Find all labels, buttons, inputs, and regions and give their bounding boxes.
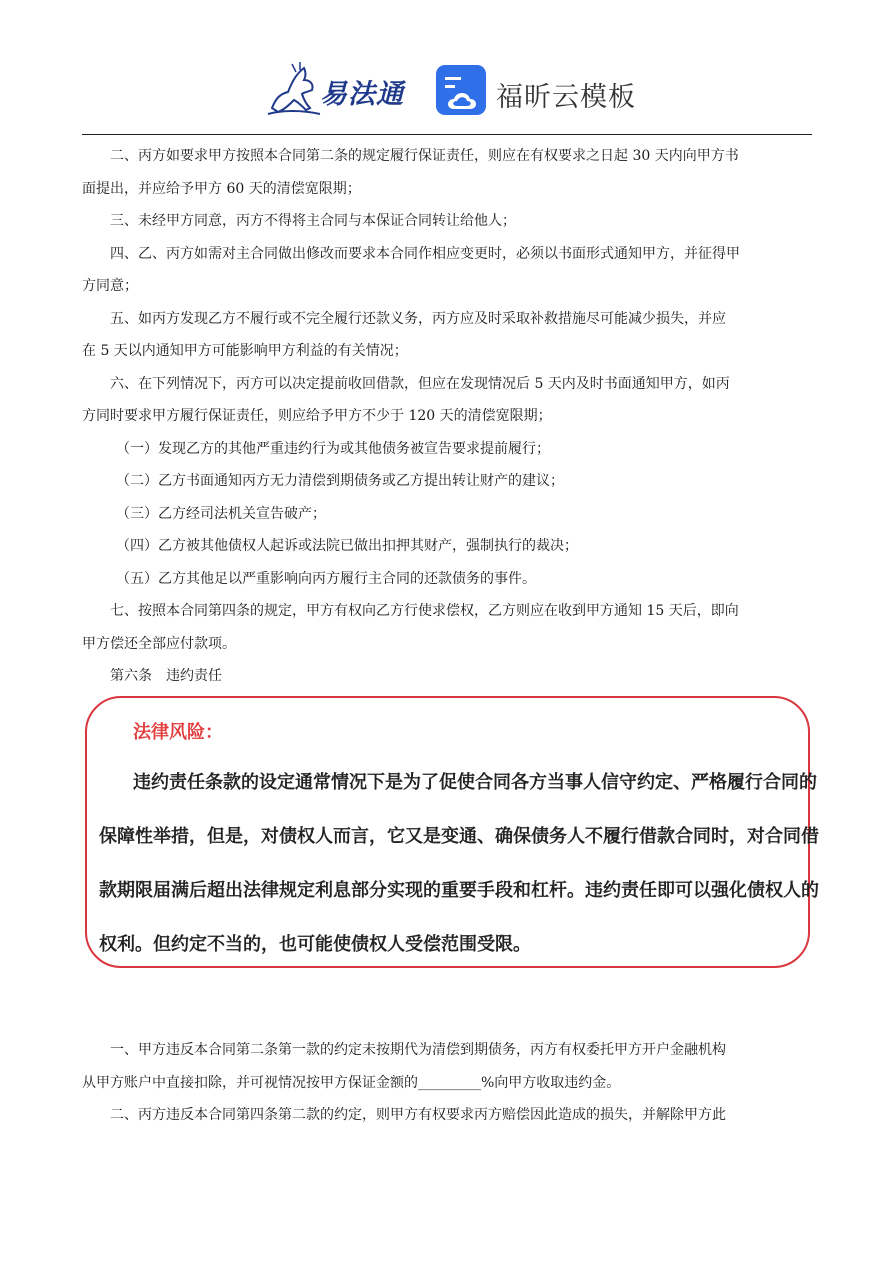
- paragraph: 二、丙方如要求甲方按照本合同第二条的规定履行保证责任，则应在有权要求之日起 30 天内向甲方书: [110, 148, 739, 164]
- logo2-text: 福昕云模板: [496, 82, 636, 113]
- paragraph: 一、甲方违反本合同第二条第一款的约定未按期代为清偿到期债务，丙方有权委托甲方开户金融机构: [110, 1042, 726, 1058]
- header-divider: [82, 134, 812, 135]
- page-header: [0, 60, 893, 122]
- legal-risk-text: [99, 756, 819, 972]
- horse-emblem-icon: [262, 60, 324, 120]
- paragraph: 四、乙、丙方如需对主合同做出修改而要求本合同作相应变更时，必须以书面形式通知甲方，并征得甲: [110, 245, 740, 262]
- paragraph: 六、在下列情况下，丙方可以决定提前收回借款，但应在发现情况后 5 天内及时书面通知甲方，如丙: [110, 375, 730, 392]
- list-item: （五）乙方其他足以严重影响向丙方履行主合同的还款债务的事件。: [116, 570, 536, 587]
- paragraph: 二、丙方违反本合同第四条第二款的约定，则甲方有权要求丙方赔偿因此造成的损失，并解除甲方此: [110, 1107, 726, 1123]
- cloud-document-icon: [436, 65, 486, 115]
- paragraph: 五、如丙方发现乙方不履行或不完全履行还款义务，丙方应及时采取补救措施尽可能减少损失，并应: [110, 310, 726, 327]
- paragraph: 在 5 天以内通知甲方可能影响甲方利益的有关情况；: [82, 343, 408, 359]
- paragraph: 面提出，并应给予甲方 60 天的清偿宽限期；: [82, 180, 361, 197]
- list-item: （一）发现乙方的其他严重违约行为或其他债务被宣告要求提前履行；: [116, 440, 550, 457]
- legal-risk-title: 法律风险：: [133, 722, 223, 743]
- section-heading: 第六条 违约责任: [110, 668, 222, 684]
- list-item: （四）乙方被其他债权人起诉或法院已做出扣押其财产，强制执行的裁决；: [116, 538, 578, 554]
- list-item: （二）乙方书面通知丙方无力清偿到期债务或乙方提出转让财产的建议；: [116, 473, 564, 489]
- risk-line: 保障性举措，但是，对债权人而言，它又是变通、确保债务人不履行借款合同时，对合同借: [99, 826, 819, 847]
- contract-body-continued: [82, 1034, 812, 1132]
- paragraph: 方同时要求甲方履行保证责任，则应给予甲方不少于 120 天的清偿宽限期；: [82, 408, 552, 424]
- yifatong-logo: [262, 60, 422, 120]
- paragraph: 方同意；: [82, 278, 138, 294]
- paragraph: 三、未经甲方同意，丙方不得将主合同与本保证合同转让给他人；: [110, 213, 516, 229]
- risk-line: 款期限届满后超出法律规定利息部分实现的重要手段和杠杆。违约责任即可以强化债权人的: [99, 880, 819, 901]
- list-item: （三）乙方经司法机关宣告破产；: [116, 505, 326, 522]
- contract-body: [82, 140, 812, 693]
- risk-line: 违约责任条款的设定通常情况下是为了促使合同各方当事人信守约定、严格履行合同的: [133, 772, 817, 793]
- risk-line: 权利。但约定不当的，也可能使债权人受偿范围受限。: [99, 934, 531, 955]
- paragraph: 从甲方账户中直接扣除，并可视情况按甲方保证金额的_________%向甲方收取违约金。: [82, 1074, 621, 1091]
- paragraph: 七、按照本合同第四条的规定，甲方有权向乙方行使求偿权，乙方则应在收到甲方通知 15 天后，即向: [110, 603, 739, 619]
- logo1-text: 易法通: [320, 79, 404, 110]
- legal-risk-box: [85, 696, 819, 968]
- paragraph: 甲方偿还全部应付款项。: [82, 635, 236, 652]
- foxit-template-logo: [436, 65, 636, 120]
